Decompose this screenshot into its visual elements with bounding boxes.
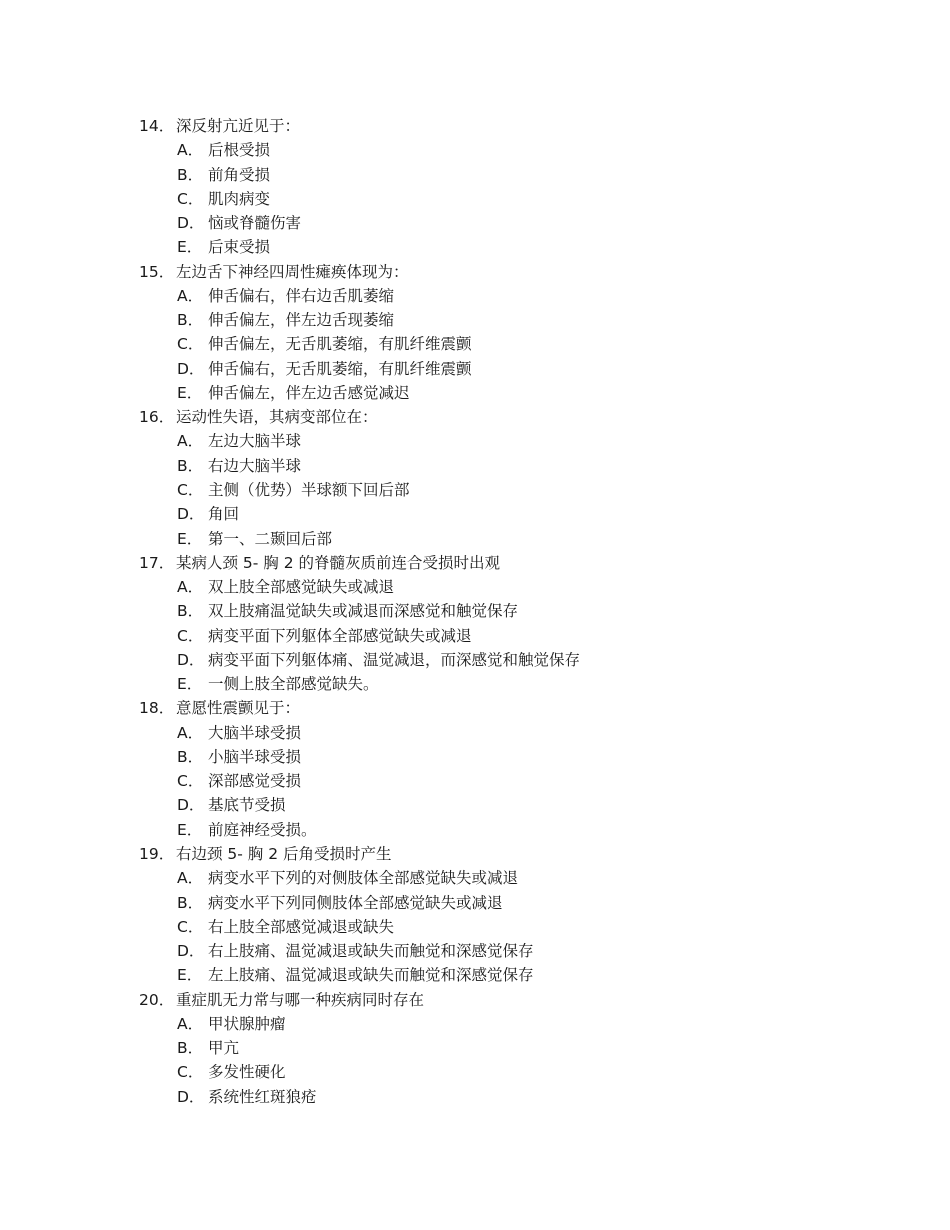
option-letter: A． <box>177 869 204 888</box>
option-letter: C． <box>177 480 204 499</box>
answer-option <box>139 211 899 235</box>
question-number: 16． <box>139 408 175 427</box>
answer-option <box>139 915 899 939</box>
option-letter: E． <box>177 238 203 257</box>
answer-option <box>139 163 899 187</box>
answer-option <box>139 866 899 890</box>
answer-option <box>139 478 899 502</box>
option-letter: A． <box>177 1014 204 1033</box>
option-text: 深部感觉受损 <box>208 772 302 791</box>
option-letter: E． <box>177 820 203 839</box>
option-letter: B． <box>177 602 204 621</box>
option-text: 左上肢痛、温觉减退或缺失而触觉和深感觉保存 <box>208 966 534 985</box>
option-text: 大脑半球受损 <box>208 723 302 742</box>
question-17 <box>139 551 899 575</box>
question-list <box>139 114 899 1109</box>
option-text: 右上肢痛、温觉减退或缺失而触觉和深感觉保存 <box>208 942 534 961</box>
answer-option <box>139 308 899 332</box>
option-text: 角回 <box>208 505 240 524</box>
option-text: 第一、二颞回后部 <box>208 529 333 548</box>
option-text: 甲状腺肿瘤 <box>208 1014 286 1033</box>
option-letter: A． <box>177 286 204 305</box>
option-letter: D． <box>177 214 205 233</box>
question-text: 意愿性震颤见于： <box>176 699 301 718</box>
question-text: 某病人颈 5- 胸 2 的脊髓灰质前连合受损时出观 <box>176 553 501 572</box>
option-letter: B． <box>177 893 204 912</box>
answer-option <box>139 284 899 308</box>
answer-option <box>139 624 899 648</box>
answer-option <box>139 527 899 551</box>
answer-option <box>139 891 899 915</box>
answer-option <box>139 963 899 987</box>
answer-option <box>139 502 899 526</box>
option-letter: B． <box>177 311 204 330</box>
answer-option <box>139 429 899 453</box>
answer-option <box>139 1085 899 1109</box>
option-text: 后根受损 <box>208 141 271 160</box>
question-text: 右边颈 5- 胸 2 后角受损时产生 <box>176 844 392 863</box>
option-letter: D． <box>177 1087 205 1106</box>
answer-option <box>139 357 899 381</box>
option-letter: D． <box>177 650 205 669</box>
answer-option <box>139 599 899 623</box>
answer-option <box>139 648 899 672</box>
question-text: 重症肌无力常与哪一种疾病同时存在 <box>176 990 425 1009</box>
option-letter: C． <box>177 335 204 354</box>
option-text: 小脑半球受损 <box>208 747 302 766</box>
answer-option <box>139 769 899 793</box>
answer-option <box>139 138 899 162</box>
option-text: 伸舌偏左，伴左边舌现萎缩 <box>208 311 395 330</box>
answer-option <box>139 575 899 599</box>
option-text: 系统性红斑狼疮 <box>208 1087 317 1106</box>
question-16 <box>139 405 899 429</box>
answer-option <box>139 1036 899 1060</box>
option-text: 双上肢痛温觉缺失或减退而深感觉和触觉保存 <box>208 602 519 621</box>
option-text: 病变水平下列的对侧肢体全部感觉缺失或减退 <box>208 869 519 888</box>
option-text: 左边大脑半球 <box>208 432 302 451</box>
answer-option <box>139 187 899 211</box>
question-15 <box>139 260 899 284</box>
option-text: 伸舌偏左，伴左边舌感觉减迟 <box>208 383 410 402</box>
answer-option <box>139 745 899 769</box>
question-text: 运动性失语，其病变部位在： <box>176 408 378 427</box>
option-letter: D． <box>177 359 205 378</box>
question-number: 19． <box>139 844 175 863</box>
option-text: 恼或脊髓伤害 <box>208 214 302 233</box>
option-text: 伸舌偏右，伴右边舌肌萎缩 <box>208 286 395 305</box>
question-20 <box>139 988 899 1012</box>
option-letter: A． <box>177 578 204 597</box>
option-letter: C． <box>177 626 204 645</box>
answer-option <box>139 793 899 817</box>
question-text: 深反射亢近见于： <box>176 117 301 135</box>
answer-option <box>139 332 899 356</box>
answer-option <box>139 381 899 405</box>
question-number: 20． <box>139 990 175 1009</box>
option-text: 甲亢 <box>208 1039 240 1058</box>
option-letter: A． <box>177 723 204 742</box>
answer-option <box>139 235 899 259</box>
answer-option <box>139 1060 899 1084</box>
option-text: 病变平面下列躯体痛、温觉减退，而深感觉和触觉保存 <box>208 650 581 669</box>
option-text: 后束受损 <box>208 238 271 257</box>
question-18 <box>139 696 899 720</box>
option-letter: D． <box>177 505 205 524</box>
option-letter: B． <box>177 456 204 475</box>
option-text: 病变平面下列躯体全部感觉缺失或减退 <box>208 626 472 645</box>
question-text: 左边舌下神经四周性瘫痪体现为： <box>176 262 409 281</box>
answer-option <box>139 672 899 696</box>
option-letter: E． <box>177 966 203 985</box>
option-text: 肌肉病变 <box>208 189 271 208</box>
answer-option <box>139 721 899 745</box>
option-text: 双上肢全部感觉缺失或减退 <box>208 578 395 597</box>
question-14 <box>139 114 899 138</box>
option-letter: C． <box>177 772 204 791</box>
question-number: 18． <box>139 699 175 718</box>
option-text: 伸舌偏左，无舌肌萎缩，有肌纤维震颤 <box>208 335 472 354</box>
option-text: 前庭神经受损。 <box>208 820 317 839</box>
option-text: 前角受损 <box>208 165 271 184</box>
question-number: 14． <box>139 117 175 135</box>
option-letter: C． <box>177 917 204 936</box>
option-letter: A． <box>177 141 204 160</box>
answer-option <box>139 1012 899 1036</box>
option-letter: D． <box>177 942 205 961</box>
option-letter: B． <box>177 165 204 184</box>
option-text: 右边大脑半球 <box>208 456 302 475</box>
option-text: 右上肢全部感觉减退或缺失 <box>208 917 395 936</box>
option-text: 多发性硬化 <box>208 1063 286 1082</box>
question-number: 17． <box>139 553 175 572</box>
answer-option <box>139 454 899 478</box>
option-letter: C． <box>177 189 204 208</box>
option-text: 主侧（优势）半球额下回后部 <box>208 480 410 499</box>
option-letter: C． <box>177 1063 204 1082</box>
option-text: 一侧上肢全部感觉缺失。 <box>208 675 379 694</box>
option-text: 基底节受损 <box>208 796 286 815</box>
option-text: 病变水平下列同侧肢体全部感觉缺失或减退 <box>208 893 503 912</box>
question-number: 15． <box>139 262 175 281</box>
option-letter: E． <box>177 529 203 548</box>
option-letter: A． <box>177 432 204 451</box>
answer-option <box>139 939 899 963</box>
option-letter: B． <box>177 1039 204 1058</box>
option-letter: B． <box>177 747 204 766</box>
option-text: 伸舌偏右，无舌肌萎缩，有肌纤维震颤 <box>208 359 472 378</box>
answer-option <box>139 818 899 842</box>
option-letter: D． <box>177 796 205 815</box>
option-letter: E． <box>177 675 203 694</box>
option-letter: E． <box>177 383 203 402</box>
question-19 <box>139 842 899 866</box>
